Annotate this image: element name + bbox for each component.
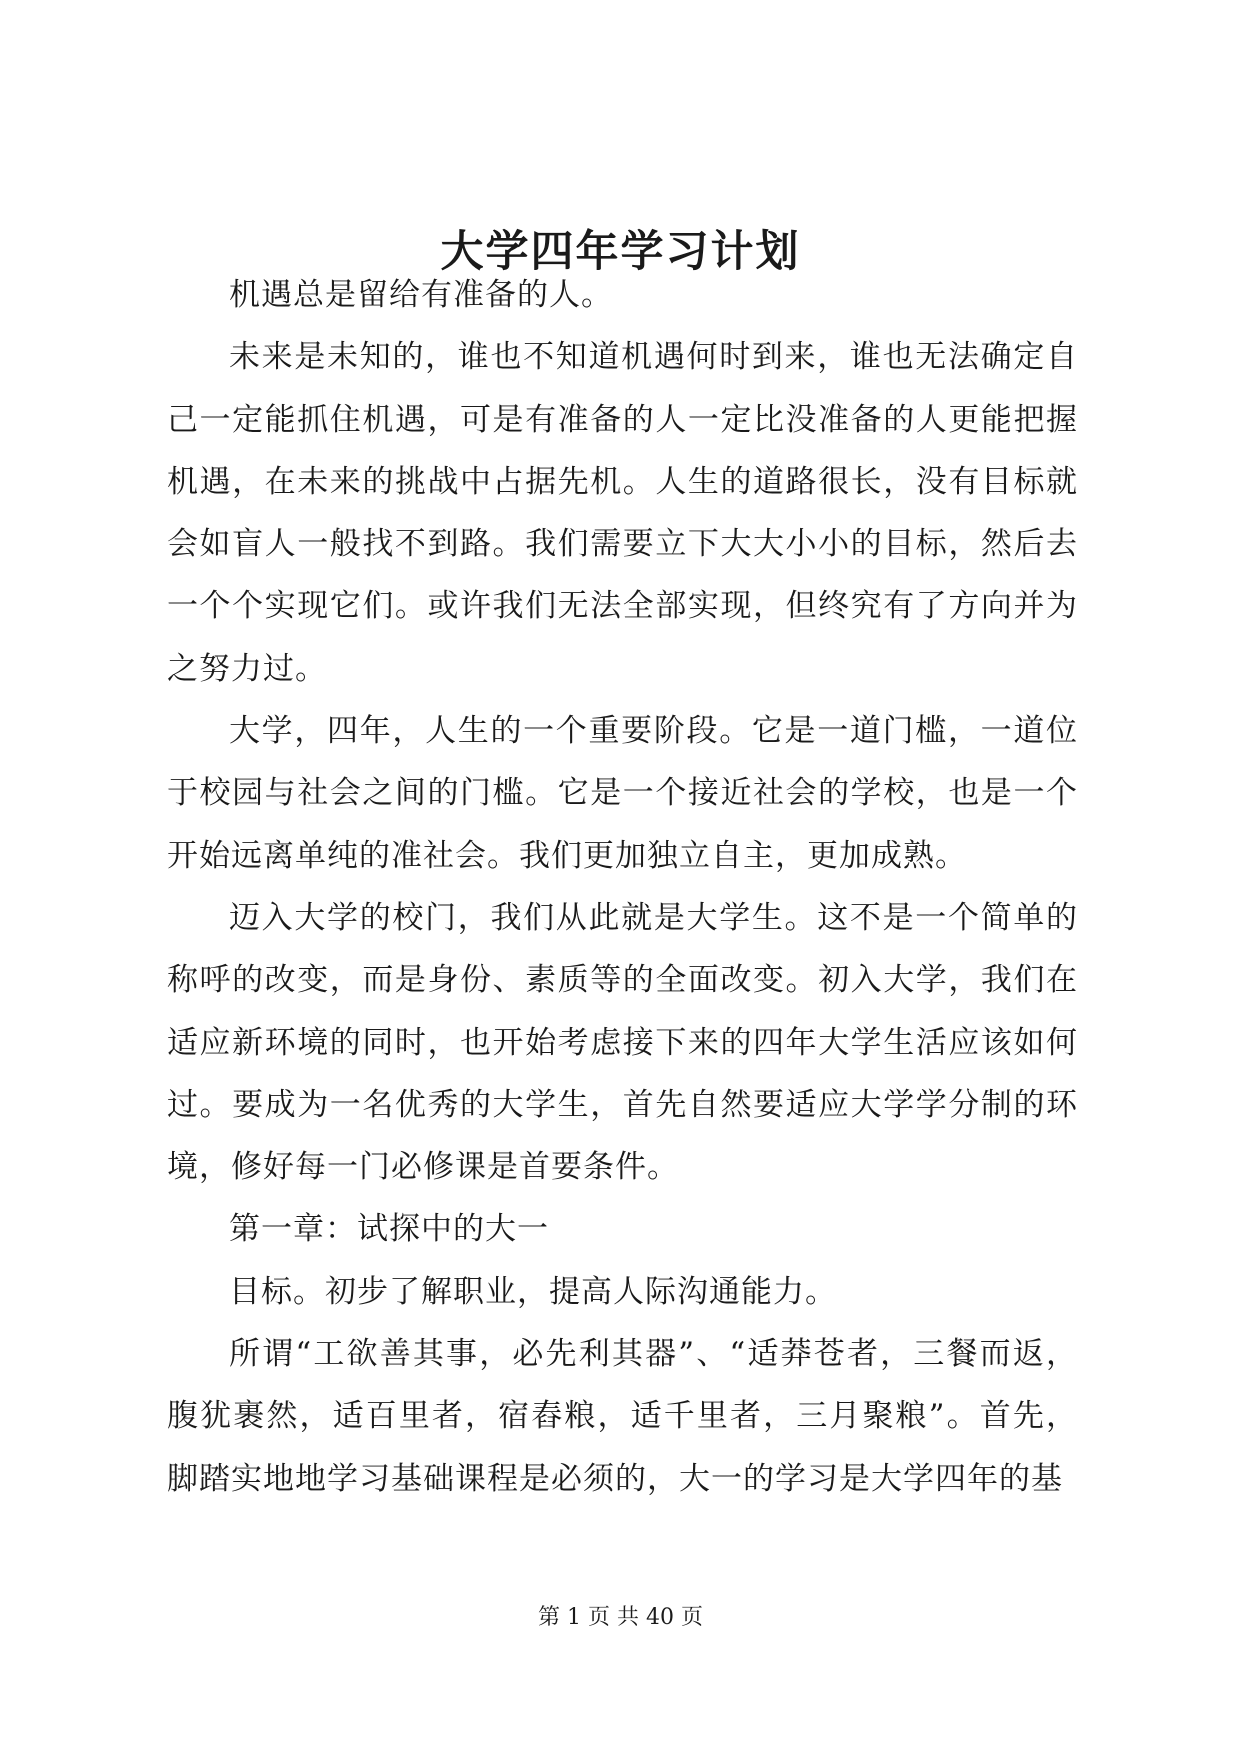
paragraph: 迈入大学的校门，我们从此就是大学生。这不是一个简单的称呼的改变，而是身份、素质等的全面改变。初入大学，我们在适应新环境的同时，也开始考虑接下来的四年大学生活应该如何过。要成为一名优秀的大学生，首先自然要适应大学学分制的环境，修好每一门必修课是首要条件。 — [167, 899, 1078, 1186]
paragraph: 机遇总是留给有准备的人。 — [229, 277, 613, 313]
document-body — [167, 264, 1078, 1510]
paragraph: 未来是未知的，谁也不知道机遇何时到来，谁也无法确定自己一定能抓住机遇，可是有准备的人一定比没准备的人更能把握机遇，在未来的挑战中占据先机。人生的道路很长，没有目标就会如盲人一般找不到路。我们需要立下大大小小的目标，然后去一个个实现它们。或许我们无法全部实现，但终究有了方向并为之努力过。 — [167, 339, 1078, 687]
page-number-footer: 第 1 页 共 40 页 — [538, 1605, 703, 1630]
document-title: 大学四年学习计划 — [440, 227, 801, 277]
paragraph: 大学，四年，人生的一个重要阶段。它是一道门槛，一道位于校园与社会之间的门槛。它是一个接近社会的学校，也是一个开始远离单纯的准社会。我们更加独立自主，更加成熟。 — [167, 713, 1078, 874]
chapter-heading: 第一章：试探中的大一 — [229, 1211, 549, 1248]
paragraph: 目标。初步了解职业，提高人际沟通能力。 — [229, 1273, 837, 1310]
paragraph: 所谓“工欲善其事，必先利其器”、“适莽苍者，三餐而返，腹犹裹然，适百里者，宿舂粮，适千里者，三月聚粮”。首先，脚踏实地地学习基础课程是必须的，大一的学习是大学四年的基 — [167, 1336, 1078, 1497]
